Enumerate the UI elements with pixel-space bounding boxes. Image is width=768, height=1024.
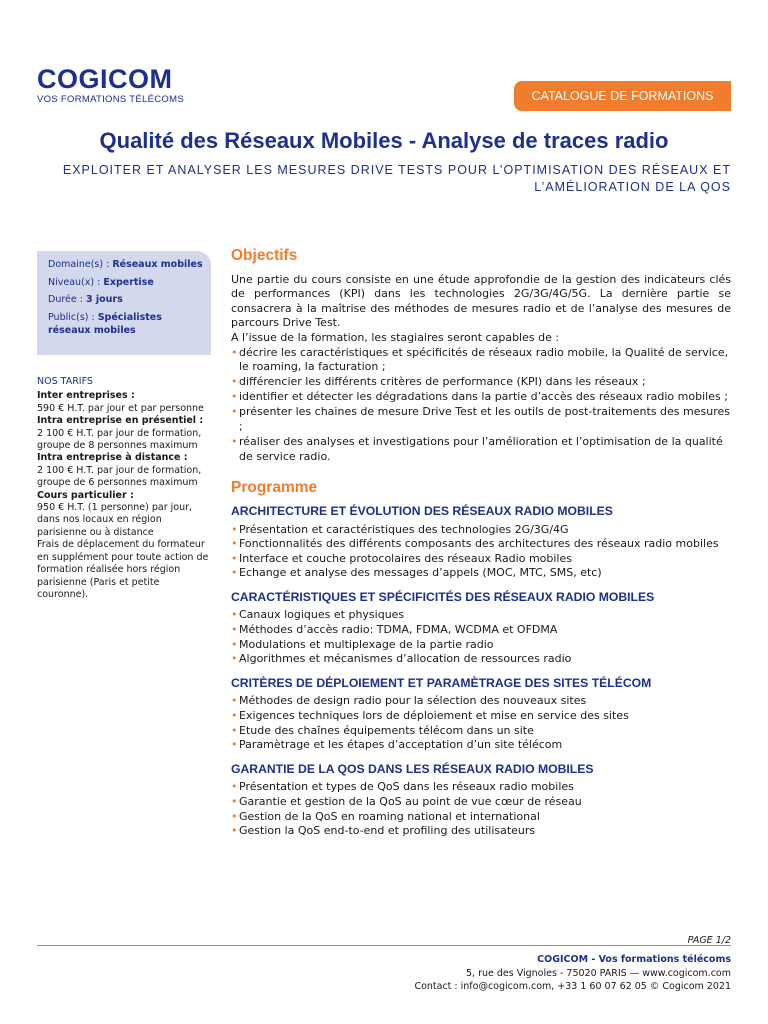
particulier-text: 950 € H.T. (1 personne) par jour, dans nos locaux en région parisienne ou à distance bbox=[37, 502, 193, 538]
list-item: • identifier et détecter les dégradations dans la partie d’accès des réseaux radio mobiles ; bbox=[231, 390, 731, 405]
list-item: • Algorithmes et mécanismes d’allocation de ressources radio bbox=[231, 652, 731, 667]
info-duree: Durée : 3 jours bbox=[48, 294, 123, 305]
list-item: • Etude des chaînes équipements télécom dans un site bbox=[231, 724, 731, 739]
list-item: • Gestion de la QoS en roaming national et international bbox=[231, 810, 731, 825]
intra-presentiel-label: Intra entreprise en présentiel : bbox=[37, 415, 204, 427]
duree-value: 3 jours bbox=[85, 294, 123, 305]
intra-presentiel-text: 2 100 € H.T. par jour de formation, groupe de 8 personnes maximum bbox=[37, 427, 202, 452]
list-item: • Paramètrage et les étapes d’acceptation d’un site télécom bbox=[231, 738, 731, 753]
catalog-badge: CATALOGUE DE FORMATIONS bbox=[514, 81, 731, 111]
footer-address: 5, rue des Vignoles - 75020 PARIS — www.cogicom.com bbox=[465, 967, 731, 979]
section-list bbox=[231, 780, 731, 838]
subtitle-line-2: L’AMÉLIORATION DE LA QOS bbox=[534, 180, 731, 194]
cogicom-logo bbox=[37, 64, 184, 105]
info-domaine: Domaine(s) : Réseaux mobiles bbox=[48, 259, 203, 270]
course-info-box bbox=[37, 251, 211, 355]
public-value: Spécialistes réseaux mobiles bbox=[48, 311, 162, 336]
section-list bbox=[231, 608, 731, 666]
logo-tagline: VOS FORMATIONS TÉLÉCOMS bbox=[37, 94, 184, 105]
page-number: PAGE 1/2 bbox=[687, 935, 731, 946]
programme-heading: Programme bbox=[231, 479, 318, 497]
niveau-value: Expertise bbox=[103, 276, 154, 288]
list-item: • réaliser des analyses et investigations pour l’amélioration et l’optimisation de la qualité de service radio. bbox=[231, 435, 731, 464]
page-title: Qualité des Réseaux Mobiles - Analyse de traces radio bbox=[99, 128, 669, 153]
footer bbox=[414, 953, 731, 994]
logo-name: COGICOM bbox=[37, 64, 173, 94]
list-item: • Canaux logiques et physiques bbox=[231, 608, 731, 623]
intra-distance-text: 2 100 € H.T. par jour de formation, groupe de 6 personnes maximum bbox=[37, 464, 202, 489]
list-item: • Interface et couche protocolaires des réseaux Radio mobiles bbox=[231, 552, 731, 567]
objectifs-list bbox=[231, 346, 731, 465]
section-title: ARCHITECTURE ET ÉVOLUTION DES RÉSEAUX RADIO MOBILES bbox=[231, 503, 613, 518]
section-title: GARANTIE DE LA QOS DANS LES RÉSEAUX RADIO MOBILES bbox=[231, 761, 594, 776]
particulier-label: Cours particulier : bbox=[37, 489, 134, 501]
list-item: • Présentation et caractéristiques des technologies 2G/3G/4G bbox=[231, 523, 731, 538]
list-item: • Garantie et gestion de la QoS au point de vue cœur de réseau bbox=[231, 795, 731, 810]
list-item: • Méthodes de design radio pour la sélection des nouveaux sites bbox=[231, 694, 731, 709]
domaine-value: Réseaux mobiles bbox=[112, 259, 203, 270]
list-item: • décrire les caractéristiques et spécificités de réseaux radio mobile, la Qualité de service, le roaming, la facturation ; bbox=[231, 346, 731, 375]
objectifs-heading: Objectifs bbox=[231, 247, 298, 264]
objectifs-paragraph: Une partie du cours consiste en une étude approfondie de la gestion des indicateurs clés de performances (KPI) dans les technologies 2G/3G/4G/5G. La dernière partie se consacrera à la maîtrise des méthodes de mesures radio et de l’analyse des mesures de parcours Drive Test. bbox=[231, 272, 731, 330]
pricing-section bbox=[37, 376, 211, 601]
list-item: • Exigences techniques lors de déploiement et mise en service des sites bbox=[231, 709, 731, 724]
objectifs-intro: A l’issue de la formation, les stagiaires seront capables de : bbox=[231, 330, 560, 344]
list-item: • différencier les différents critères de performance (KPI) dans les réseaux ; bbox=[231, 375, 731, 390]
pricing-title: NOS TARIFS bbox=[37, 376, 93, 387]
list-item: • Méthodes d’accès radio: TDMA, FDMA, WCDMA et OFDMA bbox=[231, 623, 731, 638]
list-item: • Fonctionnalités des différents composants des architectures des réseaux radio mobiles bbox=[231, 537, 731, 552]
list-item: • Modulations et multiplexage de la partie radio bbox=[231, 638, 731, 653]
footer-company: COGICOM - Vos formations télécoms bbox=[537, 954, 731, 965]
footer-divider bbox=[37, 945, 731, 946]
frais-text: Frais de déplacement du formateur en supplément pour toute action de formation réalisée hors région parisienne (Paris et petite couronne). bbox=[37, 539, 209, 600]
inter-label: Inter entreprises : bbox=[37, 390, 135, 402]
section-list bbox=[231, 523, 731, 581]
intra-distance-label: Intra entreprise à distance : bbox=[37, 452, 188, 464]
section-list bbox=[231, 694, 731, 752]
section-title: CRITÈRES DE DÉPLOIEMENT ET PARAMÈTRAGE DES SITES TÉLÉCOM bbox=[231, 675, 652, 690]
list-item: • Echange et analyse des messages d’appels (MOC, MTC, SMS, etc) bbox=[231, 566, 731, 581]
page-subtitle bbox=[31, 162, 731, 196]
inter-text: 590 € H.T. par jour et par personne bbox=[37, 402, 204, 414]
footer-contact: Contact : info@cogicom.com, +33 1 60 07 62 05 © Cogicom 2021 bbox=[414, 981, 731, 992]
subtitle-line-1: EXPLOITER ET ANALYSER LES MESURES DRIVE TESTS POUR L’OPTIMISATION DES RÉSEAUX ET bbox=[62, 163, 731, 177]
info-public: Public(s) : Spécialistes réseaux mobiles bbox=[48, 311, 162, 336]
list-item: • Gestion la QoS end-to-end et profiling des utilisateurs bbox=[231, 824, 731, 839]
section-title: CARACTÉRISTIQUES ET SPÉCIFICITÉS DES RÉSEAUX RADIO MOBILES bbox=[231, 589, 655, 604]
info-niveau: Niveau(x) : Expertise bbox=[48, 276, 154, 288]
list-item: • présenter les chaines de mesure Drive Test et les outils de post-traitements des mesures ; bbox=[231, 405, 731, 434]
list-item: • Présentation et types de QoS dans les réseaux radio mobiles bbox=[231, 780, 731, 795]
main-content bbox=[231, 249, 731, 839]
